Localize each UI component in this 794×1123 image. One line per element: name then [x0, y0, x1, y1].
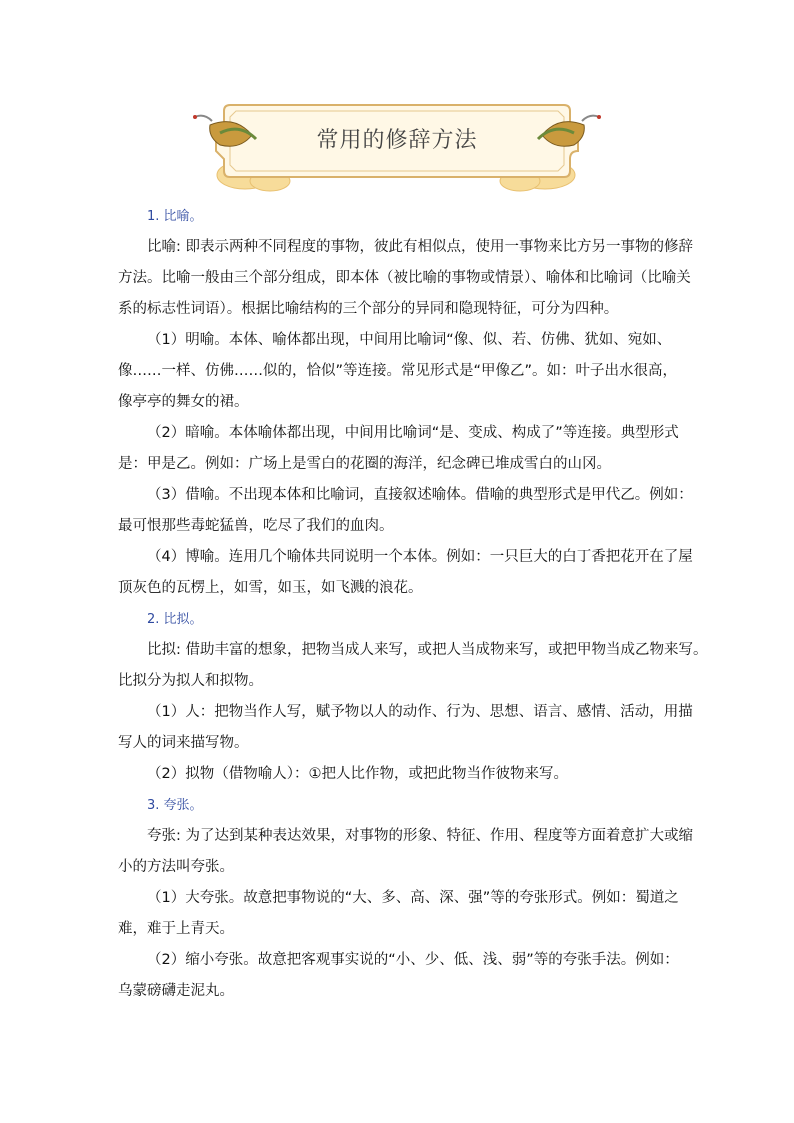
text-line: （2）暗喻。本体喻体都出现，中间用比喻词“是、变成、构成了”等连接。典型形式: [147, 425, 679, 441]
paragraph: [118, 883, 678, 945]
paragraph: [118, 232, 693, 325]
text-line: 像……一样、仿佛……似的，恰似”等连接。常见形式是“甲像乙”。如：叶子出水很高，: [118, 363, 678, 379]
text-line: 像亭亭的舞女的裙。: [118, 394, 249, 410]
page-title: 常用的修辞方法: [316, 128, 478, 153]
text-line: 比拟分为拟人和拟物。: [118, 673, 263, 689]
paragraph: [118, 418, 678, 480]
text-line: （2）拟物（借物喻人）：①把人比作物，或把此物当作彼物来写。: [147, 766, 568, 782]
text-line: 比拟: 借助丰富的想象，把物当成人来写，或把人当成物来写，或把甲物当成乙物来写。: [147, 642, 708, 658]
paragraph: [118, 325, 678, 418]
paragraph: [118, 945, 678, 1007]
paragraph: [118, 759, 678, 790]
document-body: [118, 201, 708, 1007]
section-personification: [118, 604, 708, 790]
text-line: （1）明喻。本体、喻体都出现，中间用比喻词“像、似、若、仿佛、犹如、宛如、: [147, 332, 672, 348]
paragraph: [118, 480, 693, 542]
text-line: 乌蒙磅礴走泥丸。: [118, 983, 234, 999]
paragraph: [118, 821, 693, 883]
paragraph: [118, 697, 693, 759]
text-line: 是：甲是乙。例如：广场上是雪白的花圈的海洋，纪念碑已堆成雪白的山冈。: [118, 456, 611, 472]
text-line: （2）缩小夸张。故意把客观事实说的“小、少、低、浅、弱”等的夸张手法。例如：: [147, 952, 679, 968]
text-line: 难，难于上青天。: [118, 921, 234, 937]
text-line: （4）博喻。连用几个喻体共同说明一个本体。例如：一只巨大的白丁香把花开在了屋: [147, 549, 693, 565]
text-line: 系的标志性词语）。根据比喻结构的三个部分的异同和隐现特征，可分为四种。: [118, 301, 619, 317]
section-heading: 3. 夸张。: [147, 798, 203, 813]
text-line: 夸张: 为了达到某种表达效果，对事物的形象、特征、作用、程度等方面着意扩大或缩: [147, 828, 693, 844]
title-banner: [190, 95, 604, 195]
text-line: 顶灰色的瓦楞上，如雪，如玉，如飞溅的浪花。: [118, 580, 423, 596]
text-line: （1）大夸张。故意把事物说的“大、多、高、深、强”等的夸张形式。例如：蜀道之: [147, 890, 679, 906]
text-line: 方法。比喻一般由三个部分组成，即本体（被比喻的事物或情景）、喻体和比喻词（比喻关: [118, 270, 691, 286]
section-hyperbole: [118, 790, 693, 1007]
text-line: 最可恨那些毒蛇猛兽，吃尽了我们的血肉。: [118, 518, 394, 534]
section-heading: 1. 比喻。: [147, 209, 203, 224]
section-simile: [118, 201, 693, 604]
text-line: 比喻: 即表示两种不同程度的事物，彼此有相似点，使用一事物来比方另一事物的修辞: [147, 239, 693, 255]
text-line: （1）人：把物当作人写，赋予物以人的动作、行为、思想、语言、感情、活动，用描: [147, 704, 693, 720]
section-heading: 2. 比拟。: [147, 612, 203, 627]
paragraph: [118, 542, 693, 604]
text-line: （3）借喻。不出现本体和比喻词，直接叙述喻体。借喻的典型形式是甲代乙。例如：: [147, 487, 693, 503]
text-line: 写人的词来描写物。: [118, 735, 249, 751]
paragraph: [118, 635, 708, 697]
text-line: 小的方法叫夸张。: [118, 859, 234, 875]
